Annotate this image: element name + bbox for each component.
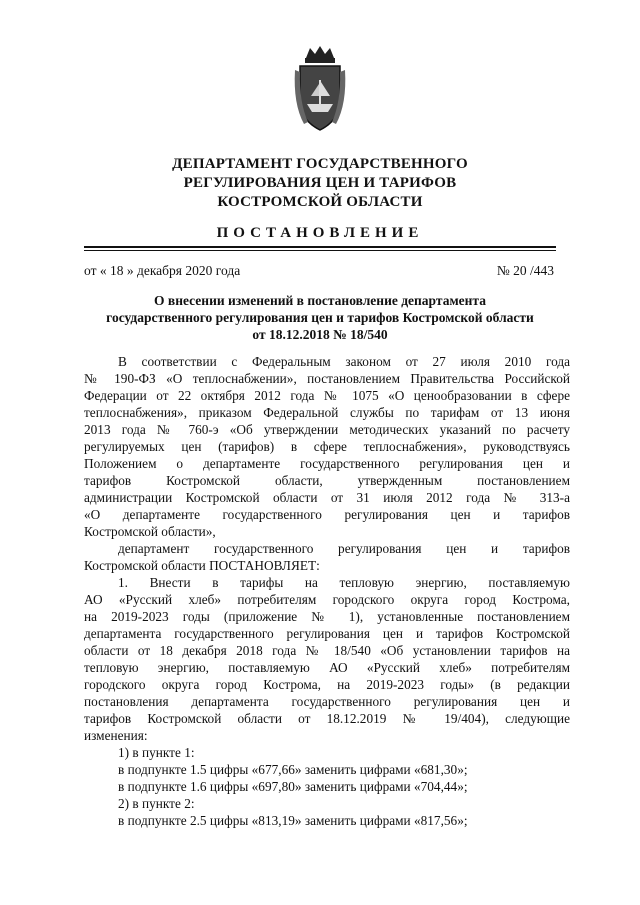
paragraph-line: В соответствии с Федеральным законом от 27 июля 2010 года (118, 354, 570, 369)
paragraph-line: постановления департамента государственного регулирования цен и (84, 694, 570, 709)
org-name-line-2: РЕГУЛИРОВАНИЯ ЦЕН И ТАРИФОВ (183, 175, 457, 191)
header-rule-thin (84, 250, 556, 251)
document-date: от « 18 » декабря 2020 года (84, 263, 241, 278)
paragraph-line: администрации Костромской области от 31 июля 2012 года № 313-а (84, 490, 570, 505)
paragraph-line: изменения: (84, 728, 148, 743)
list-item: 1) в пункте 1: (118, 745, 195, 760)
paragraph-line: № 190-ФЗ «О теплоснабжении», постановлением Правительства Российской (84, 371, 570, 386)
paragraph-line: Костромской области», (84, 524, 216, 539)
document-title-line-3: от 18.12.2018 № 18/540 (252, 327, 388, 342)
org-name-line-3: КОСТРОМСКОЙ ОБЛАСТИ (217, 194, 423, 210)
paragraph-line: регулируемых цен (тарифов) в сфере теплоснабжения», руководствуясь (84, 439, 570, 454)
document-number: № 20 /443 (496, 263, 554, 278)
paragraph-line: 1. Внести в тарифы на тепловую энергию, поставляемую (118, 575, 570, 590)
document-type: ПОСТАНОВЛЕНИЕ (216, 225, 424, 241)
paragraph-line: области от 18 декабря 2018 года № 18/540 «Об установлении тарифов на (84, 643, 570, 658)
list-item: в подпункте 1.6 цифры «697,80» заменить цифрами «704,44»; (118, 779, 468, 794)
paragraph-line: городского округа город Кострома, на 2019-2023 годы» (в редакции (84, 677, 570, 692)
list-item: в подпункте 1.5 цифры «677,66» заменить цифрами «681,30»; (118, 762, 468, 777)
document-title-line-1: О внесении изменений в постановление департамента (154, 293, 486, 308)
paragraph-line: АО «Русский хлеб» потребителям городского округа город Кострома, (84, 592, 570, 607)
paragraph-line: Положением о департаменте государственного регулирования цен и (84, 456, 570, 471)
body-text (84, 353, 570, 829)
paragraph-line: тарифов Костромской области, утвержденным постановлением (84, 473, 570, 488)
paragraph-line: департамент государственного регулирования цен и тарифов (118, 541, 570, 556)
paragraph-line: Федерации от 22 октября 2012 года № 1075 «О ценообразовании в сфере (84, 388, 570, 403)
list-item: 2) в пункте 2: (118, 796, 195, 811)
paragraph-line: тарифов Костромской области от 18.12.2019 № 19/404), следующие (84, 711, 570, 726)
paragraph-line: теплоснабжения», приказом Федеральной службы по тарифам от 13 июня (84, 405, 570, 420)
header-rule-thick (84, 246, 556, 248)
coat-of-arms-icon (292, 44, 348, 136)
list-item: в подпункте 2.5 цифры «813,19» заменить цифрами «817,56»; (118, 813, 468, 828)
paragraph-line: тепловую энергию, поставляемую АО «Русский хлеб» потребителям (84, 660, 570, 675)
document-title-line-2: государственного регулирования цен и тарифов Костромской области (106, 310, 534, 325)
paragraph-line: департамента государственного регулирования цен и тарифов Костромской (84, 626, 570, 641)
paragraph-line: на 2019-2023 годы (приложение № 1), установленные постановлением (84, 609, 570, 624)
paragraph-line: Костромской области ПОСТАНОВЛЯЕТ: (84, 558, 320, 573)
paragraph-line: «О департаменте государственного регулирования цен и тарифов (84, 507, 570, 522)
paragraph-line: 2013 года № 760-э «Об утверждении методических указаний по расчету (84, 422, 570, 437)
org-name-line-1: ДЕПАРТАМЕНТ ГОСУДАРСТВЕННОГО (172, 156, 468, 172)
